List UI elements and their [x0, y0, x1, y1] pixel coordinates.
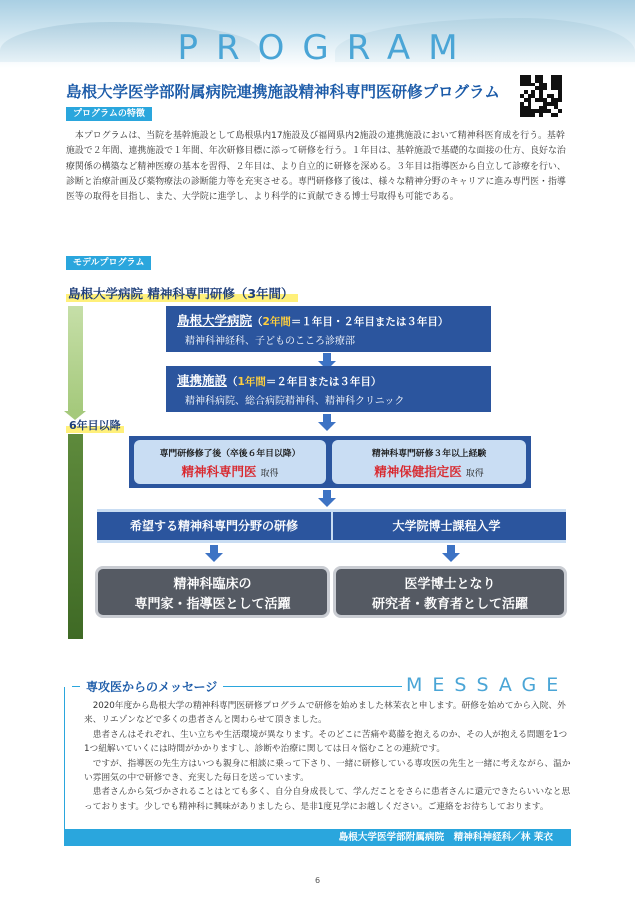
box-university-hospital	[166, 306, 491, 352]
box-depts: 精神科神経科、子どものこころ診療部	[185, 336, 355, 347]
message-paragraph: 患者さんはそれぞれ、生い立ちや生活環境が異なります。そのどこに苦痛や葛藤を抱えるのか、その人が抱える問題を1つ1つ紐解いていくには時間がかかりますし、診断や治療に関しては日々悩むことの連続です。	[84, 729, 568, 755]
year6-label: 6年目以降	[66, 417, 124, 433]
qualification-name: 精神科専門医	[181, 464, 257, 479]
result-line: 研究者・教育者として活躍	[371, 597, 528, 612]
message-body	[84, 699, 572, 814]
banner-title: PROGRAM	[177, 28, 476, 68]
box-depts: 精神科病院、総合病院精神科、精神科クリニック	[185, 396, 405, 407]
message-paragraph: 2020年度から島根大学の精神科専門医研修プログラムで研修を始めました林茉衣と申します。研修を始めてから入院、外来、リエゾンなどで多くの患者さんと関わらせて頂きました。	[84, 701, 566, 726]
timeline-bar-year6-on	[68, 434, 83, 639]
result-clinical-expert	[95, 566, 330, 618]
path-graduate-school: 大学院博士課程入学	[392, 519, 501, 533]
box-paren: （	[227, 376, 238, 388]
qualification-condition: 精神科専門研修３年以上経験	[371, 449, 487, 459]
box-title: 連携施設	[177, 373, 228, 388]
message-title-en: MESSAGE	[402, 674, 572, 696]
qualification-name: 精神保健指定医	[374, 464, 462, 479]
features-paragraph: 本プログラムは、当院を基幹施設として島根県内17施設及び福岡県内2施設の連携施設において精神科医育成を行う。基幹施設で２年間、連携施設で１年間、年次研修目標に添って研修を行う。１年目は、基幹施設で基礎的な面接の仕方、良好な治療関係の構築など精神医療の基本を習得、２年目は、より自立的に研修を深める。３年目は指導医から自立して診療を行い、診断と治療計画及び薬物療法の診断能力等を充実させる。専門研修修了後は、様々な精神分野のキャリアに進み専門医・指導医等の取得を目指し、また、大学院に進学し、より科学的に貢献できる博士号取得も可能である。	[66, 131, 566, 203]
features-tag: プログラムの特徴	[66, 107, 152, 121]
box-years: 1年間	[237, 376, 266, 388]
box-detail: ＝１年目・２年目または３年目）	[290, 316, 449, 328]
model-heading: 島根大学病院 精神科専門研修（3年間）	[66, 284, 298, 302]
career-path-bar	[97, 509, 566, 543]
box-detail: ＝２年目または３年目）	[265, 376, 382, 388]
message-paragraph: 患者さんから気づかされることはとても多く、自分自身成長して、学んだことをさらに患者さんに還元できたらいいなと思っております。少しでも精神科に興味がありましたら、是非1度見学にお越しください。ご連絡をお待ちしております。	[84, 787, 571, 812]
path-specialty-training: 希望する精神科専門分野の研修	[129, 519, 298, 533]
qr-code-icon[interactable]	[518, 73, 564, 119]
qualification-row	[129, 436, 531, 488]
model-program-tag: モデルプログラム	[66, 256, 151, 270]
result-line: 専門家・指導医として活躍	[134, 597, 291, 612]
page-number: 6	[314, 876, 321, 885]
message-signature: 島根大学医学部附属病院 精神科神経科／林 茉衣	[64, 829, 571, 846]
message-title: 専攻医からのメッセージ	[80, 678, 223, 695]
qualification-suffix: 取得	[465, 469, 484, 479]
timeline-bar-years-1-3	[68, 306, 83, 411]
qualification-specialist	[134, 440, 326, 484]
qualification-condition: 専門研修修了後（卒後６年目以降）	[159, 449, 301, 459]
result-line: 精神科臨床の	[173, 577, 252, 592]
message-paragraph: ですが、指導医の先生方はいつも親身に相談に乗って下さり、一緒に研修している専攻医の先生と一緒に考えながら、温かい雰囲気の中で研修でき、充実した毎日を送っています。	[84, 758, 571, 784]
result-line: 医学博士となり	[404, 577, 496, 592]
qualification-designated	[332, 440, 526, 484]
page-title: 島根大学医学部附属病院連携施設精神科専門医研修プログラム	[66, 83, 500, 101]
result-researcher	[333, 566, 567, 618]
qualification-suffix: 取得	[260, 469, 279, 479]
box-paren: （	[252, 316, 263, 328]
box-years: 2年間	[262, 316, 291, 328]
box-affiliated-facility	[166, 366, 491, 412]
box-title: 島根大学病院	[177, 313, 253, 328]
